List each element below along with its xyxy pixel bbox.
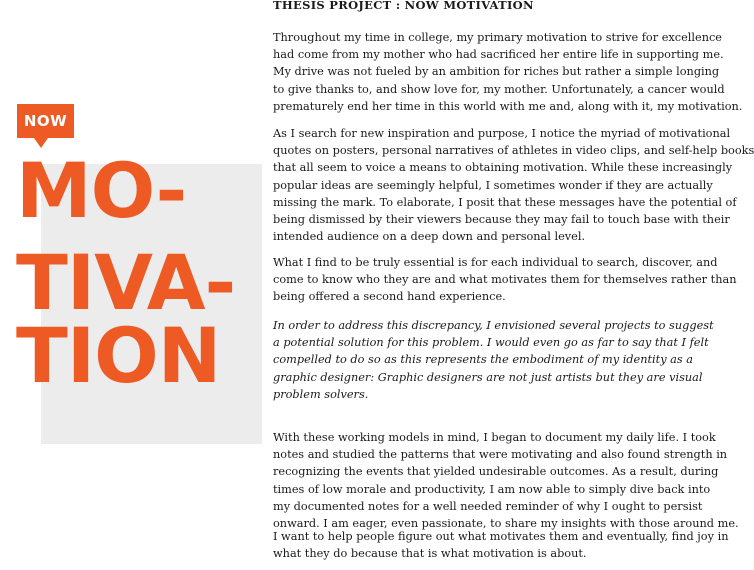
paragraph-line: problem solvers. <box>273 387 369 401</box>
paragraph-6 <box>273 528 729 562</box>
paragraph-line: intended audience on a deep down and personal level. <box>273 230 586 244</box>
paragraph-1 <box>273 29 743 115</box>
paragraph-5 <box>273 429 739 532</box>
paragraph-line: As I search for new inspiration and purpose, I notice the myriad of motivational <box>273 127 731 140</box>
paragraph-line: prematurely end her time in this world with me and, along with it, my motivation. <box>273 99 743 113</box>
paragraph-line: popular ideas are seemingly helpful, I sometimes wonder if they are actually <box>273 178 713 192</box>
paragraph-3 <box>273 254 737 306</box>
paragraph-line: compelled to do so as this represents the embodiment of my identity as a <box>273 353 694 367</box>
now-speech-bubble: NOW <box>17 104 74 138</box>
paragraph-line: I want to help people figure out what motivates them and eventually, find joy in <box>273 530 729 543</box>
logo-word-line-3: TION <box>16 311 221 400</box>
paragraph-line: to give thanks to, and show love for, my mother. Unfortunately, a cancer would <box>273 82 725 96</box>
paragraph-line: quotes on posters, personal narratives of athletes in video clips, and self-help books <box>273 144 754 158</box>
paragraph-line: My drive was not fueled by an ambition for riches but rather a simple longing <box>273 65 720 79</box>
paragraph-line: missing the mark. To elaborate, I posit that these messages have the potential of <box>273 195 737 209</box>
paragraph-line: graphic designer: Graphic designers are not just artists but they are visual <box>273 370 703 384</box>
paragraph-line: my documented notes for a well needed reminder of why I ought to persist <box>273 499 703 513</box>
paragraph-line: notes and studied the patterns that were motivating and also found strength in <box>273 448 728 462</box>
paragraph-line: With these working models in mind, I began to document my daily life. I took <box>273 431 716 444</box>
paragraph-line: a potential solution for this problem. I would even go as far to say that I felt <box>273 336 709 350</box>
paragraph-line: had come from my mother who had sacrificed her entire life in supporting me. <box>273 48 724 62</box>
paragraph-line: onward. I am eager, even passionate, to share my insights with those around me. <box>273 517 739 531</box>
paragraph-line: what they do because that is what motivation is about. <box>273 547 587 561</box>
paragraph-line: that all seem to voice a means to obtaining motivation. While these increasingly <box>273 161 733 175</box>
paragraph-line: times of low morale and productivity, I am now able to simply dive back into <box>273 482 711 496</box>
paragraph-line: In order to address this discrepancy, I envisioned several projects to suggest <box>273 319 714 332</box>
paragraph-line: come to know who they are and what motivates them for themselves rather than <box>273 273 737 287</box>
now-motivation-logo <box>0 0 262 570</box>
article-title: THESIS PROJECT : NOW MOTIVATION <box>273 0 534 12</box>
paragraph-line: recognizing the events that yielded undesirable outcomes. As a result, during <box>273 465 719 479</box>
paragraph-line: Throughout my time in college, my primary motivation to strive for excellence <box>273 31 722 44</box>
paragraph-line: being offered a second hand experience. <box>273 290 506 304</box>
logo-word-line-2: TIVA- <box>16 238 236 327</box>
paragraph-line: being dismissed by their viewers because they may fail to touch base with their <box>273 213 730 227</box>
paragraph-2 <box>273 125 754 245</box>
logo-word-line-1: MO- <box>16 146 187 235</box>
paragraph-line: What I find to be truly essential is for each individual to search, discover, and <box>273 256 718 269</box>
paragraph-4-italic <box>273 317 714 403</box>
